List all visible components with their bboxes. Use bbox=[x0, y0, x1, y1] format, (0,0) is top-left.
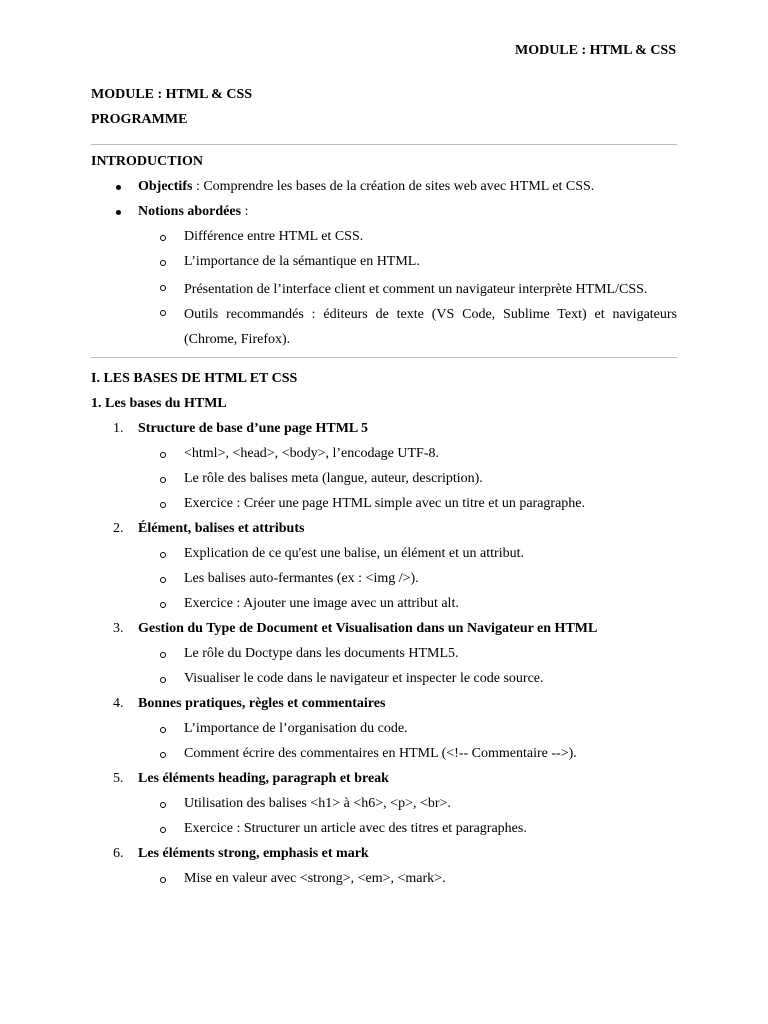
circle-bullet bbox=[160, 752, 166, 758]
item-number: 2. bbox=[113, 521, 124, 536]
item-number: 3. bbox=[113, 621, 124, 636]
numbered-item bbox=[91, 694, 677, 719]
item-number: 5. bbox=[113, 771, 124, 786]
sub-item-text: Le rôle du Doctype dans les documents HTML5. bbox=[184, 646, 459, 661]
item-title: Les éléments heading, paragraph et break bbox=[138, 771, 389, 786]
sub-item-text: Comment écrire des commentaires en HTML (<!-- Commentaire -->). bbox=[184, 746, 577, 761]
sub-item bbox=[91, 719, 677, 744]
divider bbox=[91, 135, 677, 152]
sub-item bbox=[91, 819, 677, 844]
bullet-objectifs bbox=[91, 177, 677, 202]
item-title: Les éléments strong, emphasis et mark bbox=[138, 846, 369, 861]
numbered-item bbox=[91, 519, 677, 544]
sub-item-text: <html>, <head>, <body>, l’encodage UTF-8. bbox=[184, 446, 439, 461]
section-subheading: 1. Les bases du HTML bbox=[91, 396, 227, 411]
section-heading: I. LES BASES DE HTML ET CSS bbox=[91, 371, 298, 386]
intro-heading: INTRODUCTION bbox=[91, 154, 204, 169]
circle-bullet bbox=[160, 602, 166, 608]
sub-item bbox=[91, 644, 677, 669]
item-number: 1. bbox=[113, 421, 124, 436]
item-title: Bonnes pratiques, règles et commentaires bbox=[138, 696, 386, 711]
circle-bullet bbox=[160, 552, 166, 558]
sub-item-text: Mise en valeur avec <strong>, <em>, <mark>. bbox=[184, 871, 446, 886]
sub-item bbox=[91, 594, 677, 619]
item-title: Élément, balises et attributs bbox=[138, 521, 305, 536]
circle-bullet bbox=[160, 827, 166, 833]
sub-item-text: Le rôle des balises meta (langue, auteur, description). bbox=[184, 471, 483, 486]
sub-item bbox=[91, 794, 677, 819]
circle-bullet bbox=[160, 477, 166, 483]
intro-sub-text: Différence entre HTML et CSS. bbox=[184, 229, 364, 244]
circle-bullet bbox=[160, 452, 166, 458]
sub-item-text: Explication de ce qu'est une balise, un élément et un attribut. bbox=[184, 546, 524, 561]
item-title: Gestion du Type de Document et Visualisation dans un Navigateur en HTML bbox=[138, 621, 598, 636]
numbered-item bbox=[91, 619, 677, 644]
circle-bullet bbox=[160, 502, 166, 508]
sub-item-text: Exercice : Créer une page HTML simple avec un titre et un paragraphe. bbox=[184, 496, 586, 511]
document-subtitle: PROGRAMME bbox=[91, 112, 188, 127]
sub-item-text: Exercice : Structurer un article avec des titres et paragraphes. bbox=[184, 821, 527, 836]
circle-bullet bbox=[160, 260, 166, 266]
sub-item bbox=[91, 544, 677, 569]
sub-item-text: Visualiser le code dans le navigateur et inspecter le code source. bbox=[184, 671, 544, 686]
bullet-dot bbox=[116, 210, 121, 215]
intro-sub-text: Présentation de l’interface client et comment un navigateur interprète HTML/CSS. bbox=[184, 282, 648, 297]
intro-sub-item bbox=[91, 302, 677, 352]
sub-item bbox=[91, 869, 677, 894]
circle-bullet bbox=[160, 310, 166, 316]
circle-bullet bbox=[160, 677, 166, 683]
objectifs-label: Objectifs bbox=[138, 179, 193, 194]
circle-bullet bbox=[160, 877, 166, 883]
intro-sub-item bbox=[91, 227, 677, 252]
item-title: Structure de base d’une page HTML 5 bbox=[138, 421, 368, 436]
sub-item bbox=[91, 669, 677, 694]
sub-item-text: Exercice : Ajouter une image avec un attribut alt. bbox=[184, 596, 459, 611]
bullet-notions bbox=[91, 202, 677, 227]
document-title: MODULE : HTML & CSS bbox=[91, 87, 253, 102]
circle-bullet bbox=[160, 577, 166, 583]
sub-item-text: L’importance de l’organisation du code. bbox=[184, 721, 408, 736]
circle-bullet bbox=[160, 802, 166, 808]
running-header: MODULE : HTML & CSS bbox=[514, 43, 676, 58]
sub-item bbox=[91, 469, 677, 494]
intro-sub-text: Outils recommandés : éditeurs de texte (VS Code, Sublime Text) et navigateurs (Chrome, Firefox). bbox=[184, 307, 677, 347]
intro-sub-item bbox=[91, 252, 677, 277]
numbered-item bbox=[91, 769, 677, 794]
objectifs-text: : Comprendre les bases de la création de sites web avec HTML et CSS. bbox=[192, 179, 595, 194]
sub-item bbox=[91, 744, 677, 769]
circle-bullet bbox=[160, 285, 166, 291]
intro-sub-text: L’importance de la sémantique en HTML. bbox=[184, 254, 420, 269]
intro-sub-item bbox=[91, 277, 677, 302]
sub-item bbox=[91, 494, 677, 519]
item-number: 4. bbox=[113, 696, 124, 711]
numbered-item bbox=[91, 844, 677, 869]
notions-text: : bbox=[241, 204, 249, 219]
sub-item-text: Utilisation des balises <h1> à <h6>, <p>, <br>. bbox=[184, 796, 451, 811]
notions-label: Notions abordées bbox=[138, 204, 242, 219]
document-body bbox=[91, 85, 677, 894]
numbered-item bbox=[91, 419, 677, 444]
item-number: 6. bbox=[113, 846, 124, 861]
sub-item bbox=[91, 569, 677, 594]
divider bbox=[91, 352, 677, 369]
sub-item-text: Les balises auto-fermantes (ex : <img />). bbox=[184, 571, 419, 586]
circle-bullet bbox=[160, 652, 166, 658]
circle-bullet bbox=[160, 235, 166, 241]
circle-bullet bbox=[160, 727, 166, 733]
bullet-dot bbox=[116, 185, 121, 190]
sub-item bbox=[91, 444, 677, 469]
